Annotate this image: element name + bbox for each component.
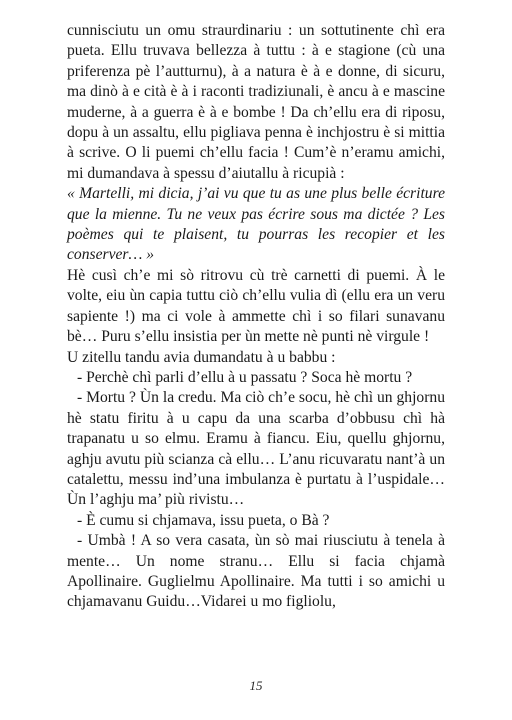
- dialogue-line-1: - Perchè chì parli d’ellu à u passatu ? Soca hè mortu ?: [77, 368, 413, 386]
- paragraph-intro: cunnisciutu un omu straurdinariu : un sottutinente chì era pueta. Ellu truvava bellezza à tuttu : à e stagione (cù una priferenza pè l’autturnu), à a natura è à e donne, di sicuru, ma dinò à e cità è à i raconti tradiziunali, è ancu à e mascine muderne, à a guerra è à e bombe ! Da ch’ellu era di riposu, dopu à un assaltu, ellu pigliava penna è inchjostru è si mittia à scrive. O li puemi ch’ellu facia ! Cum’è n’eramu amichi, mi dumandava à spessu d’aiutallu à ricupià :: [67, 22, 445, 182]
- page-body: [67, 21, 445, 613]
- page-number: 15: [249, 678, 263, 693]
- dialogue-line-4: - Umbà ! A so vera casata, ùn sò mai riusciutu à tenela à mente… Un nome stranu… Ellu si facia chjamà Apollinaire. Guglielmu Apollinaire. Ma tutti i so amichi u chjamavanu Guidu…Vidarei u mo figliolu,: [67, 532, 445, 611]
- dialogue-line-3: - È cumu si chjamava, issu pueta, o Bà ?: [77, 511, 330, 529]
- paragraph-child-asks: U zitellu tandu avia dumandatu à u babbu :: [67, 348, 336, 366]
- dialogue-line-2: - Mortu ? Ùn la credu. Ma ciò ch’e socu, hè chì un ghjornu hè statu firitu à u capu da una scarba d’obbusu chì hà trapanatu u so elmu. Eramu à fiancu. Eiu, quellu ghjornu, aghju avutu più scianza cà ellu… L’anu ricuvaratu nant’à un catalettu, messu ind’una imbulanza è purtatu à l’uspidale…Ùn l’aghju ma’ più rivistu…: [67, 389, 445, 509]
- paragraph-quote: « Martelli, mi dicia, j’ai vu que tu as une plus belle écriture que la mienne. Tu ne veux pas écrire sous ma dictée ? Les poèmes qui te plaisent, tu pourras les recopier et les conserver… »: [67, 185, 445, 264]
- paragraph-notebooks: Hè cusì ch’e mi sò ritrovu cù trè carnetti di puemi. À le volte, eiu ùn capia tuttu ciò ch’ellu vulia dì (ellu era un veru sapiente !) ma ci vole à ammette chì i so filari sunavanu bè… Puru s’ellu insistia per ùn mette nè punti nè virgule !: [67, 266, 445, 346]
